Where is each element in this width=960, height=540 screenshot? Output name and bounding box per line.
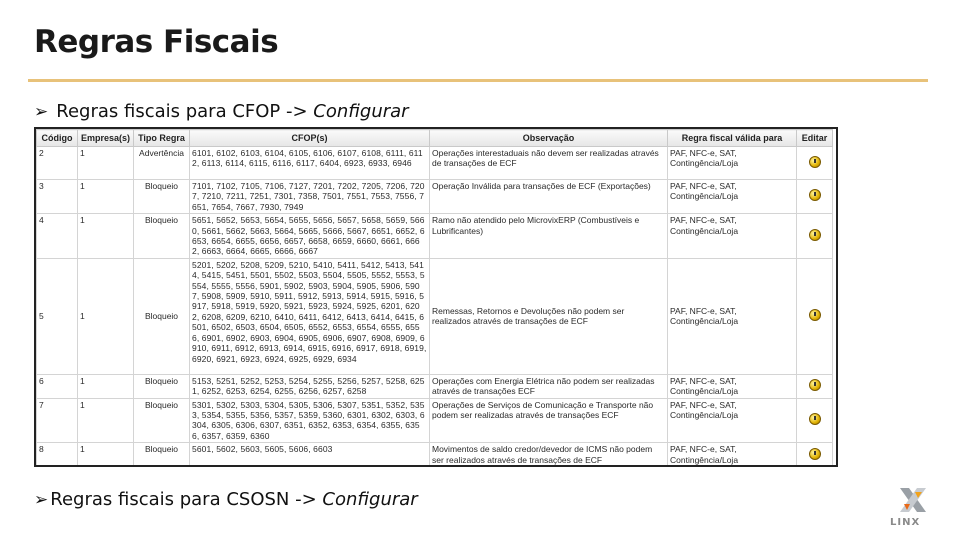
cell-observacao: Operações interestaduais não devem ser realizadas através de transações de ECF [430,147,668,180]
cell-editar [797,443,833,467]
column-header[interactable]: Código [37,130,78,147]
table-row [37,374,833,398]
cell-codigo: 2 [37,147,78,180]
cell-empresa: 1 [78,147,134,180]
cell-codigo: 7 [37,398,78,443]
column-header[interactable]: Observação [430,130,668,147]
title-underline [28,79,928,82]
cell-empresa: 1 [78,214,134,259]
cell-valida: PAF, NFC-e, SAT, Contingência/Loja [668,443,797,467]
linx-logo-text: LINX [890,517,921,528]
arrow-bullet-icon: ➢ [34,490,49,510]
edit-icon[interactable] [809,309,821,321]
edit-icon[interactable] [809,156,821,168]
table-row [37,398,833,443]
cfop-rules-table [36,129,833,467]
cell-valida: PAF, NFC-e, SAT, Contingência/Loja [668,180,797,214]
cell-tipo: Bloqueio [134,398,190,443]
arrow-bullet-icon: ➢ [34,102,49,122]
cell-tipo: Bloqueio [134,180,190,214]
cell-tipo: Advertência [134,147,190,180]
cell-tipo: Bloqueio [134,214,190,259]
bullet-csosn-text: Regras fiscais para CSOSN -> [50,489,323,510]
cell-valida: PAF, NFC-e, SAT, Contingência/Loja [668,374,797,398]
cell-cfops: 5301, 5302, 5303, 5304, 5305, 5306, 5307, 5351, 5352, 5353, 5354, 5355, 5356, 5357, 5359, 5360, 6301, 6302, 6303, 6304, 6305, 6306, 6307, 6351, 6352, 6353, 6354, 6355, 6356, 6357, 6359, 6360 [190,398,430,443]
cell-valida: PAF, NFC-e, SAT, Contingência/Loja [668,147,797,180]
cell-codigo: 3 [37,180,78,214]
cell-observacao: Operações com Energia Elétrica não podem ser realizadas através de transações ECF [430,374,668,398]
edit-icon[interactable] [809,379,821,391]
cell-observacao: Ramo não atendido pelo MicrovixERP (Combustíveis e Lubrificantes) [430,214,668,259]
configurar-csosn-link[interactable]: Configurar [322,489,418,510]
linx-logo-icon [898,486,928,514]
edit-icon[interactable] [809,229,821,241]
column-header[interactable]: Editar [797,130,833,147]
table-header-row [37,130,833,147]
cell-empresa: 1 [78,374,134,398]
slide-title: Regras Fiscais [34,24,279,60]
cell-observacao: Operação Inválida para transações de ECF (Exportações) [430,180,668,214]
cell-empresa: 1 [78,180,134,214]
cell-valida: PAF, NFC-e, SAT, Contingência/Loja [668,258,797,374]
cell-empresa: 1 [78,398,134,443]
cell-codigo: 6 [37,374,78,398]
column-header[interactable]: Regra fiscal válida para [668,130,797,147]
cell-valida: PAF, NFC-e, SAT, Contingência/Loja [668,214,797,259]
cell-observacao: Operações de Serviços de Comunicação e Transporte não podem ser realizadas através de transações ECF [430,398,668,443]
linx-logo [888,486,938,530]
column-header[interactable]: Tipo Regra [134,130,190,147]
bullet-csosn [34,489,418,510]
configurar-cfop-link[interactable]: Configurar [313,101,409,122]
cell-tipo: Bloqueio [134,374,190,398]
cell-observacao: Movimentos de saldo credor/devedor de ICMS não podem ser realizados através de transações de ECF [430,443,668,467]
cell-cfops: 5153, 5251, 5252, 5253, 5254, 5255, 5256, 5257, 5258, 6251, 6252, 6253, 6254, 6255, 6256, 6257, 6258 [190,374,430,398]
cell-tipo: Bloqueio [134,443,190,467]
cell-editar [797,180,833,214]
bullet-cfop-text: Regras fiscais para CFOP -> [56,101,314,122]
cell-tipo: Bloqueio [134,258,190,374]
table-row [37,258,833,374]
cell-editar [797,398,833,443]
bullet-cfop [34,101,409,122]
cell-editar [797,374,833,398]
cell-editar [797,214,833,259]
cell-codigo: 8 [37,443,78,467]
cell-codigo: 4 [37,214,78,259]
cell-cfops: 6101, 6102, 6103, 6104, 6105, 6106, 6107, 6108, 6111, 6112, 6113, 6114, 6115, 6116, 6117, 6404, 6923, 6933, 6946 [190,147,430,180]
table-row [37,214,833,259]
table-row [37,180,833,214]
table-row [37,147,833,180]
cell-observacao: Remessas, Retornos e Devoluções não podem ser realizados através de transações de ECF [430,258,668,374]
cell-editar [797,147,833,180]
edit-icon[interactable] [809,413,821,425]
cell-cfops: 7101, 7102, 7105, 7106, 7127, 7201, 7202, 7205, 7206, 7207, 7210, 7211, 7251, 7301, 7358, 7501, 7551, 7553, 7556, 7651, 7654, 7667, 7930, 7949 [190,180,430,214]
edit-icon[interactable] [809,448,821,460]
cell-valida: PAF, NFC-e, SAT, Contingência/Loja [668,398,797,443]
edit-icon[interactable] [809,189,821,201]
cfop-rules-grid [34,127,838,467]
cell-cfops: 5601, 5602, 5603, 5605, 5606, 6603 [190,443,430,467]
cell-codigo: 5 [37,258,78,374]
column-header[interactable]: CFOP(s) [190,130,430,147]
table-row [37,443,833,467]
cell-empresa: 1 [78,258,134,374]
cell-editar [797,258,833,374]
cell-empresa: 1 [78,443,134,467]
cell-cfops: 5201, 5202, 5208, 5209, 5210, 5410, 5411, 5412, 5413, 5414, 5415, 5451, 5501, 5502, 5503, 5504, 5505, 5552, 5553, 5554, 5555, 5556, 5901, 5902, 5903, 5904, 5905, 5906, 5907, 5908, 5909, 5910, 5911, 5912, 5913, 5914, 5915, 5916, 5917, 5918, 5919, 5920, 5921, 5923, 5924, 5925, 6201, 6202, 6208, 6209, 6210, 6410, 6411, 6412, 6413, 6414, 6415, 6501, 6502, 6503, 6504, 6505, 6552, 6553, 6554, 6555, 6556, 6901, 6902, 6903, 6904, 6905, 6906, 6907, 6908, 6909, 6910, 6911, 6912, 6913, 6914, 6915, 6916, 6917, 6918, 6919, 6920, 6921, 6923, 6924, 6925, 6929, 6934 [190,258,430,374]
cell-cfops: 5651, 5652, 5653, 5654, 5655, 5656, 5657, 5658, 5659, 5660, 5661, 5662, 5663, 5664, 5665, 5666, 5667, 6651, 6652, 6653, 6654, 6655, 6656, 6657, 6658, 6659, 6660, 6661, 6662, 6663, 6664, 6665, 6666, 6667 [190,214,430,259]
column-header[interactable]: Empresa(s) [78,130,134,147]
